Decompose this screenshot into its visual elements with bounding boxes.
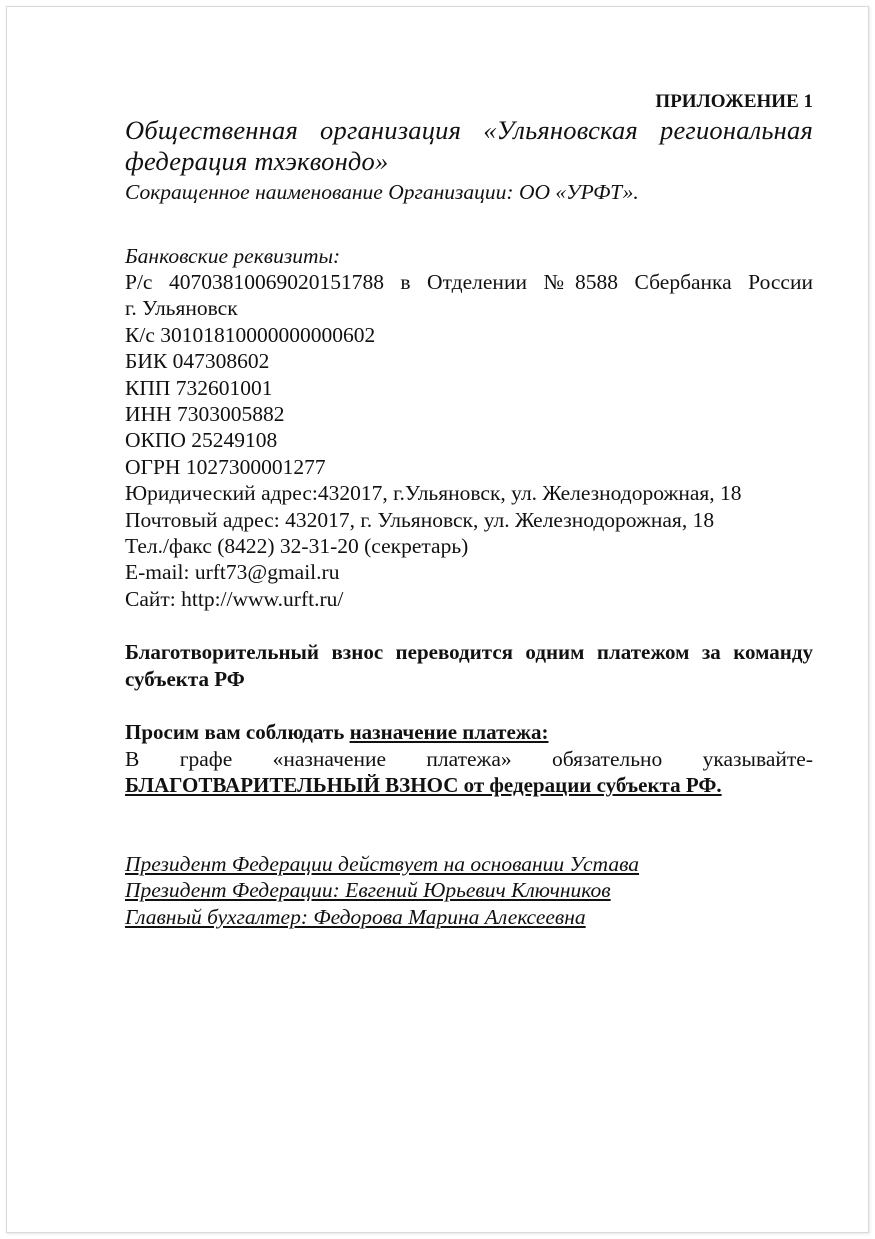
inn-code: ИНН 7303005882 (125, 402, 285, 427)
bank-details-heading: Банковские реквизиты: (125, 244, 341, 268)
appendix-label: ПРИЛОЖЕНИЕ 1 (655, 91, 813, 112)
email: E-mail: urft73@gmail.ru (125, 560, 340, 585)
signatory-line: Президент Федерации: Евгений Юрьевич Ключников (125, 878, 611, 903)
document-page (6, 6, 869, 1233)
organization-name: Общественная организация «Ульяновская региональная федерация тхэквондо» (125, 115, 813, 176)
payment-note: Благотворительный взнос переводится одним платежом за команду субъекта РФ (125, 640, 813, 691)
request-emphasis: БЛАГОТВАРИТЕЛЬНЫЙ ВЗНОС от федерации субъекта РФ. (125, 773, 722, 798)
short-organization-name: Сокращенное наименование Организации: ОО «УРФТ». (125, 180, 639, 204)
website: Сайт: http://www.urft.ru/ (125, 586, 344, 611)
document-content (125, 89, 813, 930)
signatory-line: Главный бухгалтер: Федорова Марина Алексеевна (125, 904, 586, 929)
signatories (125, 851, 813, 931)
settlement-account: Р/с 40703810069020151788 в Отделении №8588 Сбербанка России (125, 270, 813, 294)
okpo-code: ОКПО 25249108 (125, 428, 278, 453)
request-title-prefix: Просим вам соблюдать (125, 720, 350, 745)
bank-city: г. Ульяновск (125, 296, 238, 321)
ogrn-code: ОГРН 1027300001277 (125, 454, 326, 479)
payment-purpose-label: назначение платежа: (349, 720, 549, 745)
request-instruction: В графе «назначение платежа» обязательно указывайте- (125, 746, 813, 771)
signatory-line: Президент Федерации действует на основании Устава (125, 851, 640, 876)
legal-address: Юридический адрес:432017, г.Ульяновск, ул. Железнодорожная, 18 (125, 481, 742, 506)
correspondent-account: К/с 30101810000000000602 (125, 322, 376, 347)
postal-address: Почтовый адрес: 432017, г. Ульяновск, ул. Железнодорожная, 18 (125, 507, 715, 532)
request-title (125, 719, 813, 746)
kpp-code: КПП 732601001 (125, 375, 273, 400)
phone-fax: Тел./факс (8422) 32-31-20 (секретарь) (125, 534, 469, 559)
bik-code: БИК 047308602 (125, 349, 270, 374)
